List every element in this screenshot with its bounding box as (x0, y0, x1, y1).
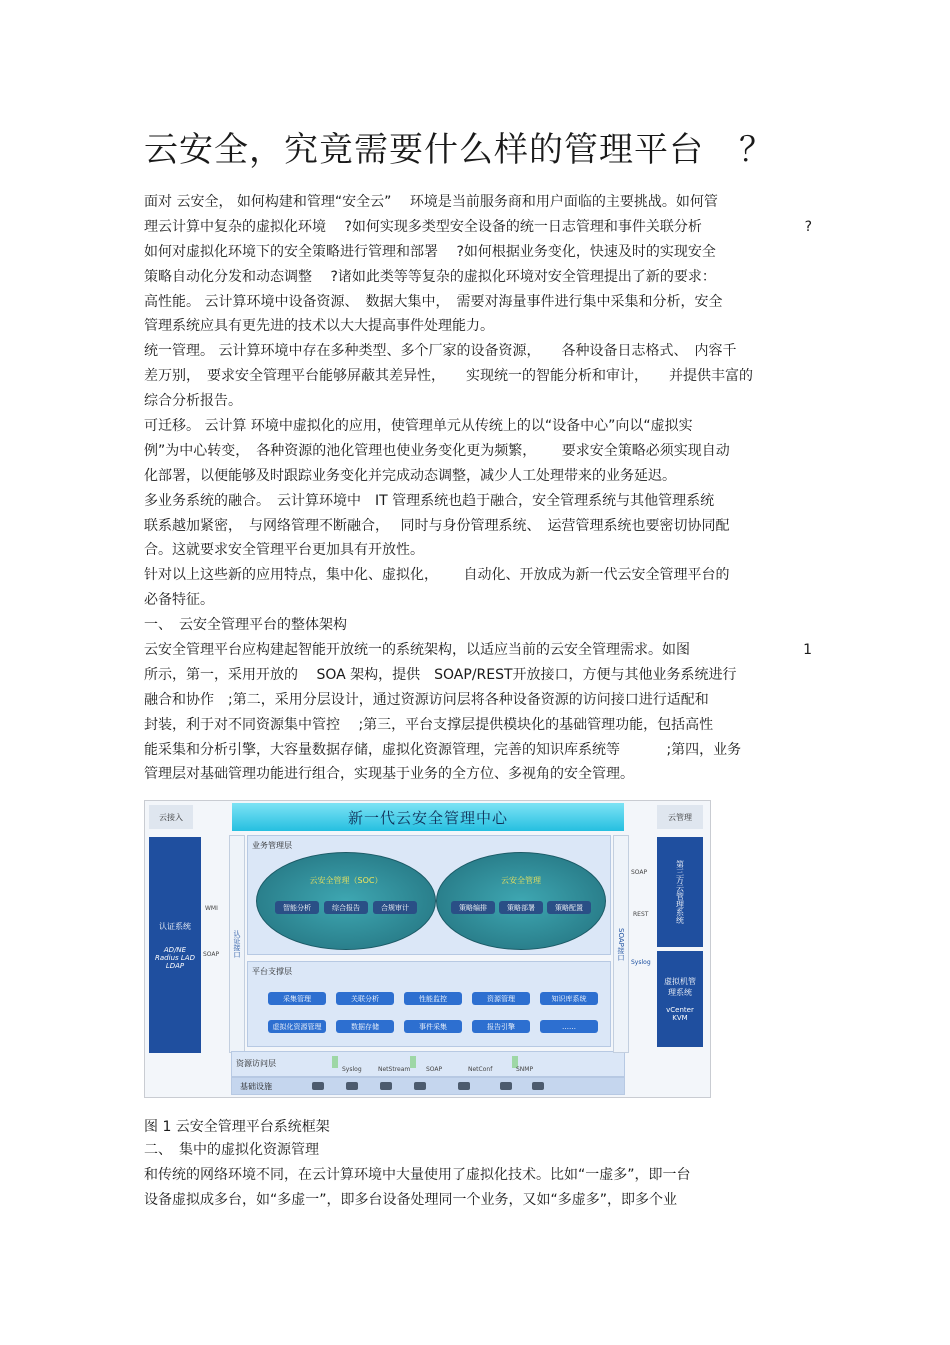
text-line (144, 240, 812, 265)
auth-interface-bar: 认证接口 (229, 835, 245, 1053)
text-line (144, 738, 812, 763)
arrow-up-icon (410, 1056, 416, 1068)
resource-layer-label: 资源访问层 (236, 1059, 276, 1068)
text-line-right: ? (804, 218, 812, 235)
text-line-content: 融合和协作 ;第二，采用分层设计，通过资源访问层将各种设备资源的访问接口进行适配和 (144, 691, 709, 708)
text-line (144, 489, 812, 514)
auth-system-label: 认证系统 (159, 921, 191, 931)
infra-protocol: SNMP (516, 1066, 534, 1073)
arrow-up-icon (332, 1056, 338, 1068)
third-party-cloud-block: 第三方云管理系统 (657, 837, 703, 947)
text-line (144, 215, 812, 240)
plat-pill: 性能监控 (404, 992, 462, 1005)
device-icon (380, 1082, 392, 1090)
ellipse-soc (256, 852, 436, 950)
text-line-content: 差万别， 要求安全管理平台能够屏蔽其差异性， 实现统一的智能分析和审计， 并提供丰富的 (144, 368, 753, 385)
text-line-content: 化部署，以便能够及时跟踪业务变化并完成动态调整，减少人工处理带来的业务延迟。 (144, 467, 676, 484)
text-line (144, 414, 812, 439)
plat-pill: 关联分析 (336, 992, 394, 1005)
device-icon (458, 1082, 470, 1090)
text-line-right: 1 (803, 642, 812, 659)
text-line (144, 638, 812, 663)
biz-pill: 合规审计 (373, 901, 417, 914)
page-title: 云安全，究竟需要什么样的管理平台 ？ (144, 130, 774, 170)
ellipse-2 (436, 852, 606, 950)
text-line-content: 高性能。 云计算环境中设备资源、 数据大集中， 需要对海量事件进行集中采集和分析，安全 (144, 293, 723, 310)
text-line-content: 联系越加紧密， 与网络管理不断融合， 同时与身份管理系统、 运营管理系统也要密切协同配 (144, 517, 730, 534)
text-line-content: 如何对虚拟化环境下的安全策略进行管理和部署 ?如何根据业务变化，快速及时的实现安全 (144, 243, 716, 260)
vm-manage-sub: vCenter KVM (666, 1006, 694, 1022)
text-line (144, 588, 812, 613)
text-line (144, 339, 812, 364)
platform-layer-label: 平台支撑层 (252, 967, 292, 976)
plat-pill: 虚拟化资源管理 (268, 1020, 326, 1033)
device-icon (312, 1082, 324, 1090)
syslog-label: Syslog (631, 959, 651, 966)
text-line (144, 563, 812, 588)
infra-protocol: NetStream (378, 1066, 411, 1073)
article-tail (144, 1138, 812, 1213)
text-line (144, 464, 812, 489)
ellipse-2-title: 云安全管理 (501, 876, 541, 885)
business-layer-label: 业务管理层 (252, 841, 292, 850)
wmi-label: WMI (205, 905, 218, 912)
text-line (144, 688, 812, 713)
text-line-content: 管理层对基础管理功能进行组合，实现基于业务的全方位、多视角的安全管理。 (144, 766, 634, 783)
text-line (144, 613, 812, 638)
infra-protocol: SOAP (426, 1066, 443, 1073)
text-line-content: 必备特征。 (144, 592, 214, 609)
cloud-manage-tag: 云管理 (657, 805, 703, 829)
plat-pill: 知识库系统 (540, 992, 598, 1005)
figure-caption: 图 1 云安全管理平台系统框架 (144, 1119, 330, 1135)
infra-layer (231, 1077, 625, 1095)
infra-layer-label: 基础设施 (240, 1082, 272, 1091)
biz-pill: 策略部署 (499, 901, 543, 914)
rest-label: REST (633, 911, 649, 918)
text-line: 和传统的网络环境不同，在云计算环境中大量使用了虚拟化技术。比如“一虚多”，即一台 (144, 1166, 691, 1183)
text-line-content: 策略自动化分发和动态调整 ?诸如此类等等复杂的虚拟化环境对安全管理提出了新的要求： (144, 268, 716, 285)
biz-pill: 策略配置 (547, 901, 591, 914)
text-line-content: 一、 云安全管理平台的整体架构 (144, 617, 347, 634)
plat-pill: 资源管理 (472, 992, 530, 1005)
text-line (144, 762, 812, 787)
text-line-content: 封装，利于对不同资源集中管控 ;第三，平台支撑层提供模块化的基础管理功能，包括高性 (144, 716, 714, 733)
text-line-content: 针对以上这些新的应用特点，集中化、虚拟化， 自动化、开放成为新一代云安全管理平台的 (144, 567, 730, 584)
text-line-content: 管理系统应具有更先进的技术以大大提高事件处理能力。 (144, 318, 494, 335)
vm-manage-block (657, 951, 703, 1047)
plat-pill: 采集管理 (268, 992, 326, 1005)
cloud-access-tag: 云接入 (149, 805, 193, 829)
text-line-content: 可迁移。 云计算 环境中虚拟化的应用，使管理单元从传统上的以“设备中心”向以“虚拟实 (144, 418, 693, 435)
biz-pill: 综合报告 (324, 901, 368, 914)
architecture-figure (144, 800, 711, 1098)
text-line (144, 713, 812, 738)
plat-pill: …… (540, 1020, 598, 1033)
ellipse-soc-title: 云安全管理（SOC） (309, 876, 383, 885)
text-line (144, 663, 812, 688)
text-line-content: 合。这就要求安全管理平台更加具有开放性。 (144, 542, 424, 559)
auth-list: AD/NE Radius LAD LDAP (155, 945, 195, 970)
device-icon (500, 1082, 512, 1090)
text-line (144, 364, 812, 389)
plat-pill: 报告引擎 (472, 1020, 530, 1033)
text-line (144, 190, 812, 215)
text-line (144, 439, 812, 464)
text-line-content: 能采集和分析引擎，大容量数据存储，虚拟化资源管理，完善的知识库系统等 ;第四，业务 (144, 741, 742, 758)
auth-system-block (149, 837, 201, 1053)
platform-layer (247, 961, 611, 1047)
text-line-content: 例”为中心转变， 各种资源的池化管理也使业务变化更为频繁， 要求安全策略必须实现自动 (144, 442, 730, 459)
text-line-content: 统一管理。 云计算环境中存在多种类型、多个厂家的设备资源， 各种设备日志格式、 内容千 (144, 343, 737, 360)
soap-left-label: SOAP (203, 951, 220, 958)
device-icon (346, 1082, 358, 1090)
text-line-content: 综合分析报告。 (144, 393, 242, 410)
vm-manage-label: 虚拟机管理系统 (664, 977, 696, 997)
text-line (144, 514, 812, 539)
device-icon (532, 1082, 544, 1090)
infra-protocol: NetConf (468, 1066, 493, 1073)
text-line (144, 538, 812, 563)
soap-right-label: SOAP (631, 869, 648, 876)
text-line (144, 265, 812, 290)
article-body (144, 190, 812, 787)
text-line-content: 面对 云安全， 如何构建和管理“安全云” 环境是当前服务商和用户面临的主要挑战。如何管 (144, 194, 718, 210)
infra-protocol: Syslog (342, 1066, 362, 1073)
text-line-content: 理云计算中复杂的虚拟化环境 ?如何实现多类型安全设备的统一日志管理和事件关联分析 (144, 218, 702, 235)
figure-banner: 新一代云安全管理中心 (232, 803, 624, 831)
text-line (144, 290, 812, 315)
text-line: 二、 集中的虚拟化资源管理 (144, 1142, 319, 1158)
plat-pill: 事件采集 (404, 1020, 462, 1033)
resource-layer (231, 1051, 625, 1077)
biz-pill: 策略编排 (451, 901, 495, 914)
plat-pill: 数据存储 (336, 1020, 394, 1033)
business-layer (247, 835, 611, 955)
biz-pill: 智能分析 (275, 901, 319, 914)
text-line-content: 所示，第一，采用开放的 SOA 架构，提供 SOAP/REST开放接口，方便与其他业务系统进行 (144, 666, 737, 683)
text-line-content: 云安全管理平台应构建起智能开放统一的系统架构，以适应当前的云安全管理需求。如图 (144, 642, 690, 659)
text-line (144, 389, 812, 414)
soap-interface-bar: SOAP接口 (613, 835, 629, 1053)
text-line (144, 314, 812, 339)
device-icon (414, 1082, 426, 1090)
text-line-content: 多业务系统的融合。 云计算环境中 IT 管理系统也趋于融合，安全管理系统与其他管理系统 (144, 492, 715, 509)
text-line: 设备虚拟成多台，如“多虚一”，即多台设备处理同一个业务，又如“多虚多”，即多个业 (144, 1191, 678, 1208)
